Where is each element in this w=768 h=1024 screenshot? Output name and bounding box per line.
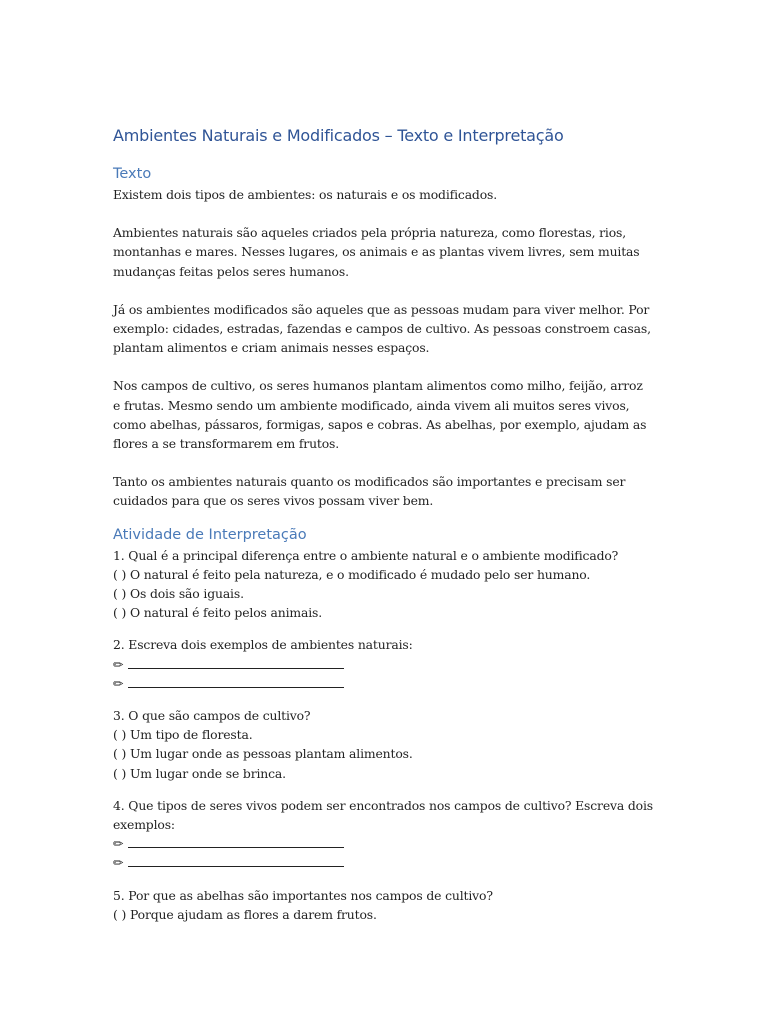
answer-option[interactable]: ( ) O natural é feito pelos animais. <box>113 605 323 621</box>
blank-underline[interactable] <box>128 835 344 848</box>
blank-underline[interactable] <box>128 854 344 867</box>
answer-option[interactable]: ( ) O natural é feito pela natureza, e o modificado é mudado pelo ser humano. <box>113 566 591 582</box>
paragraph: Tanto os ambientes naturais quanto os modificados são importantes e precisam ser cuidados para que os seres vivos possam viver bem. <box>113 474 626 509</box>
section-heading-text: Texto <box>113 166 152 182</box>
pencil-icon: ✏ <box>113 836 124 852</box>
answer-blank-line[interactable] <box>113 834 653 853</box>
answer-option[interactable]: ( ) Porque ajudam as flores a darem frutos. <box>113 906 377 922</box>
question-3 <box>113 706 653 783</box>
document-content <box>113 124 653 937</box>
question-5 <box>113 886 653 924</box>
pencil-icon: ✏ <box>113 675 124 691</box>
paragraph: Ambientes naturais são aqueles criados pela própria natureza, como florestas, rios, montanhas e mares. Nesses lugares, os animais e as plantas vivem livres, sem muitas mudanças feitas pelos seres humanos. <box>113 225 640 279</box>
answer-option[interactable]: ( ) Um lugar onde as pessoas plantam alimentos. <box>113 746 413 762</box>
question-prompt: 5. Por que as abelhas são importantes nos campos de cultivo? <box>113 887 493 903</box>
answer-blank-line[interactable] <box>113 674 653 693</box>
blank-underline[interactable] <box>128 675 344 688</box>
answer-blank-line[interactable] <box>113 853 653 872</box>
question-prompt: 4. Que tipos de seres vivos podem ser encontrados nos campos de cultivo? Escreva dois exemplos: <box>113 797 653 833</box>
section-heading-activity: Atividade de Interpretação <box>113 526 307 543</box>
pencil-icon: ✏ <box>113 656 124 672</box>
paragraph: Existem dois tipos de ambientes: os naturais e os modificados. <box>113 187 498 202</box>
answer-option[interactable]: ( ) Um lugar onde se brinca. <box>113 765 286 781</box>
question-4 <box>113 796 653 873</box>
question-prompt: 2. Escreva dois exemplos de ambientes naturais: <box>113 637 413 653</box>
document-title: Ambientes Naturais e Modificados – Texto e Interpretação <box>113 126 564 145</box>
blank-underline[interactable] <box>128 656 344 669</box>
paragraph: Nos campos de cultivo, os seres humanos plantam alimentos como milho, feijão, arroz e frutas. Mesmo sendo um ambiente modificado, ainda vivem ali muitos seres vivos, como abelhas, pássaros, formigas, sapos e cobras. As abelhas, por exemplo, ajudam as flores a se transformarem em frutos. <box>113 378 647 452</box>
answer-option[interactable]: ( ) Um tipo de floresta. <box>113 727 253 743</box>
question-prompt: 3. O que são campos de cultivo? <box>113 708 311 724</box>
answer-blank-line[interactable] <box>113 655 653 674</box>
paragraph: Já os ambientes modificados são aqueles que as pessoas mudam para viver melhor. Por exemplo: cidades, estradas, fazendas e campos de cultivo. As pessoas constroem casas, plantam alimentos e criam animais nesses espaços. <box>113 301 651 356</box>
question-2 <box>113 635 653 693</box>
question-prompt: 1. Qual é a principal diferença entre o ambiente natural e o ambiente modificado? <box>113 547 619 563</box>
question-1 <box>113 546 653 623</box>
pencil-icon: ✏ <box>113 855 124 871</box>
answer-option[interactable]: ( ) Os dois são iguais. <box>113 586 244 602</box>
